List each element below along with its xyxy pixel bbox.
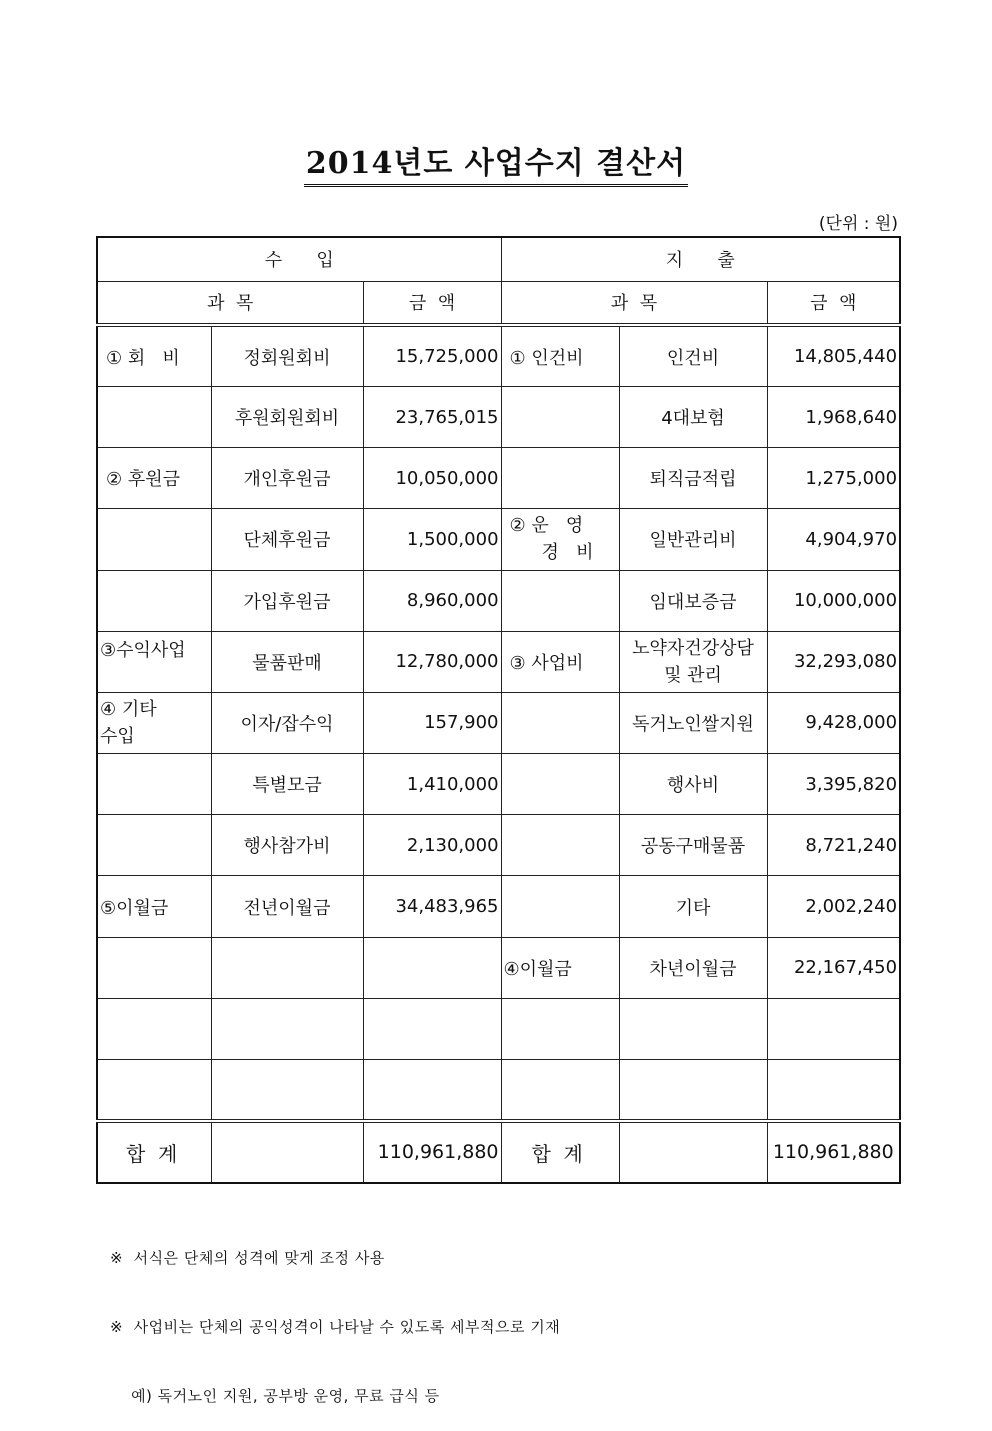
expense-amount: 3,395,820 (767, 754, 900, 815)
income-category: ⑤이월금 (97, 876, 211, 937)
income-item: 정회원회비 (211, 325, 363, 386)
expense-category (501, 448, 619, 509)
income-category-line2: 수입 (100, 725, 135, 747)
income-total-blank (211, 1121, 363, 1183)
expense-amount: 9,428,000 (767, 692, 900, 753)
income-amount: 10,050,000 (363, 448, 501, 509)
income-category (97, 509, 211, 570)
income-amount-header: 금 액 (363, 281, 501, 325)
table-row (97, 631, 900, 692)
income-amount: 157,900 (363, 692, 501, 753)
expense-category (501, 570, 619, 631)
expense-category (501, 876, 619, 937)
income-category: ① 회 비 (97, 325, 211, 386)
expense-category (501, 509, 619, 570)
table-row (97, 876, 900, 937)
expense-amount: 14,805,440 (767, 325, 900, 386)
expense-amount: 10,000,000 (767, 570, 900, 631)
income-item: 물품판매 (211, 631, 363, 692)
expense-header: 지 출 (501, 237, 900, 281)
income-amount: 15,725,000 (363, 325, 501, 386)
expense-amount-header: 금 액 (767, 281, 900, 325)
income-category: ② 후원금 (97, 448, 211, 509)
table-row (97, 692, 900, 753)
expense-category: ③ 사업비 (501, 631, 619, 692)
expense-amount: 1,275,000 (767, 448, 900, 509)
income-header: 수 입 (97, 237, 501, 281)
table-row (97, 815, 900, 876)
expense-item: 임대보증금 (619, 570, 767, 631)
expense-item: 4대보험 (619, 386, 767, 447)
document-title-text: 2014년도 사업수지 결산서 (304, 138, 688, 187)
income-item (211, 1060, 363, 1121)
income-item (211, 998, 363, 1059)
income-subject-header: 과 목 (97, 281, 363, 325)
income-item: 가입후원금 (211, 570, 363, 631)
expense-amount (767, 998, 900, 1059)
income-item: 단체후원금 (211, 509, 363, 570)
income-category (97, 386, 211, 447)
expense-item: 기타 (619, 876, 767, 937)
expense-category (501, 692, 619, 753)
footnote: ※ 사업비는 단체의 공익성격이 나타날 수 있도록 세부적으로 기재 (110, 1318, 561, 1336)
footnote: ※ 서식은 단체의 성격에 맞게 조정 사용 (110, 1249, 385, 1267)
expense-category: ① 인건비 (501, 325, 619, 386)
expense-category-line1: ② 운 영 (509, 515, 584, 537)
expense-amount: 22,167,450 (767, 937, 900, 998)
table-row (97, 386, 900, 447)
expense-item: 공동구매물품 (619, 815, 767, 876)
table-row (97, 937, 900, 998)
table-row (97, 448, 900, 509)
income-item: 전년이월금 (211, 876, 363, 937)
expense-subject-header: 과 목 (501, 281, 767, 325)
expense-item-line1: 노약자건강상담 (632, 637, 754, 659)
income-category (97, 998, 211, 1059)
total-row (97, 1121, 900, 1183)
income-item (211, 937, 363, 998)
income-amount (363, 937, 501, 998)
expense-amount: 32,293,080 (767, 631, 900, 692)
table-row (97, 998, 900, 1059)
footnotes (110, 1201, 560, 1431)
income-category (97, 570, 211, 631)
income-category (97, 815, 211, 876)
income-item: 개인후원금 (211, 448, 363, 509)
expense-amount: 8,721,240 (767, 815, 900, 876)
expense-item (619, 1060, 767, 1121)
expense-item: 차년이월금 (619, 937, 767, 998)
income-total-amount: 110,961,880 (363, 1121, 501, 1183)
income-item: 행사참가비 (211, 815, 363, 876)
income-item: 후원회원회비 (211, 386, 363, 447)
income-amount: 1,500,000 (363, 509, 501, 570)
expense-category (501, 815, 619, 876)
expense-item (619, 631, 767, 692)
income-category-line1: ④ 기타 (100, 698, 157, 720)
income-total-label: 합 계 (97, 1121, 211, 1183)
expense-item: 행사비 (619, 754, 767, 815)
income-amount: 2,130,000 (363, 815, 501, 876)
income-item: 특별모금 (211, 754, 363, 815)
expense-total-amount: 110,961,880 (767, 1121, 900, 1183)
expense-category-line2: 경 비 (541, 542, 594, 564)
table-row (97, 754, 900, 815)
income-amount: 12,780,000 (363, 631, 501, 692)
expense-total-blank (619, 1121, 767, 1183)
expense-item-line2: 및 관리 (664, 664, 722, 686)
income-category (97, 937, 211, 998)
document-title (0, 138, 992, 187)
income-amount (363, 1060, 501, 1121)
income-category: ③수익사업 (97, 631, 211, 692)
income-item: 이자/잡수익 (211, 692, 363, 753)
expense-item (619, 998, 767, 1059)
expense-category (501, 998, 619, 1059)
header-row-sub (97, 281, 900, 325)
footnote: 예) 독거노인 지원, 공부방 운영, 무료 급식 등 (110, 1387, 440, 1405)
income-category (97, 692, 211, 753)
table-row (97, 570, 900, 631)
expense-amount: 1,968,640 (767, 386, 900, 447)
table-row (97, 325, 900, 386)
table-row (97, 1060, 900, 1121)
income-amount: 23,765,015 (363, 386, 501, 447)
settlement-table (96, 236, 901, 1184)
income-category (97, 1060, 211, 1121)
expense-item: 독거노인쌀지원 (619, 692, 767, 753)
table-row (97, 509, 900, 570)
income-amount (363, 998, 501, 1059)
expense-item: 일반관리비 (619, 509, 767, 570)
income-amount: 1,410,000 (363, 754, 501, 815)
expense-category (501, 754, 619, 815)
expense-total-label: 합 계 (501, 1121, 619, 1183)
income-category (97, 754, 211, 815)
expense-amount (767, 1060, 900, 1121)
income-amount: 8,960,000 (363, 570, 501, 631)
expense-item: 인건비 (619, 325, 767, 386)
header-row-main (97, 237, 900, 281)
expense-category (501, 1060, 619, 1121)
expense-category (501, 386, 619, 447)
unit-label: (단위 : 원) (818, 214, 898, 234)
expense-amount: 4,904,970 (767, 509, 900, 570)
expense-item: 퇴직금적립 (619, 448, 767, 509)
income-amount: 34,483,965 (363, 876, 501, 937)
expense-category: ④이월금 (501, 937, 619, 998)
expense-amount: 2,002,240 (767, 876, 900, 937)
